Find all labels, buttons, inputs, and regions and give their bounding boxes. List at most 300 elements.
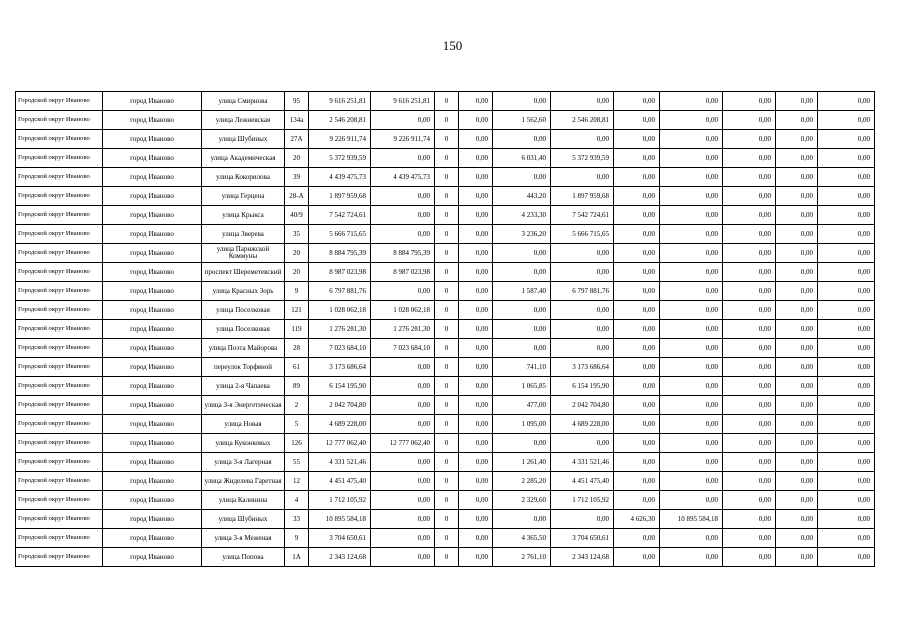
table-row [16,92,875,111]
cell-area-c: 0,00 [614,225,660,244]
cell-area-b: 3 236,20 [493,225,551,244]
table-row [16,111,875,130]
cell-municipality: Городской округ Иваново [16,187,103,206]
cell-area-b: 2 285,20 [493,472,551,491]
cell-sum-a: 0,00 [459,92,493,111]
cell-cost-e: 0,00 [818,301,875,320]
cell-cost-e: 0,00 [818,187,875,206]
cell-cost-e: 0,00 [818,472,875,491]
table-row [16,529,875,548]
table-row [16,149,875,168]
cell-house: 61 [285,358,309,377]
cell-total-cost: 7 023 684,10 [309,339,371,358]
cell-area-b: 0,00 [493,339,551,358]
table-row [16,491,875,510]
cell-settlement: город Иваново [103,263,202,282]
cell-cost-b: 4 451 475,40 [551,472,614,491]
cell-cost-a: 12 777 062,40 [371,434,435,453]
cell-area-d: 0,00 [723,282,776,301]
cell-cost-e: 0,00 [818,244,875,263]
cell-total-cost: 2 042 704,80 [309,396,371,415]
cell-sum-a: 0,00 [459,510,493,529]
cell-cost-b: 2 042 704,80 [551,396,614,415]
cell-area-d: 0,00 [723,206,776,225]
cell-settlement: город Иваново [103,396,202,415]
cell-cost-c: 0,00 [660,320,723,339]
cell-house: 119 [285,320,309,339]
cell-sum-a: 0,00 [459,396,493,415]
cell-cost-d: 0,00 [776,130,818,149]
cell-cost-c: 0,00 [660,472,723,491]
table-row [16,472,875,491]
cell-cost-b: 2 546 208,81 [551,111,614,130]
cell-settlement: город Иваново [103,149,202,168]
cell-area-b: 1 587,40 [493,282,551,301]
cell-cost-b: 4 331 521,46 [551,453,614,472]
cell-cost-c: 0,00 [660,168,723,187]
cell-cost-b: 5 666 715,65 [551,225,614,244]
cell-area-c: 0,00 [614,206,660,225]
cell-street: проспект Шереметевский [202,263,285,282]
cell-cost-a: 8 884 795,39 [371,244,435,263]
cell-area-b: 0,00 [493,263,551,282]
cell-sum-a: 0,00 [459,434,493,453]
cell-sum-a: 0,00 [459,244,493,263]
cell-area-c: 0,00 [614,529,660,548]
cell-area-d: 0,00 [723,548,776,567]
table-row [16,168,875,187]
cell-municipality: Городской округ Иваново [16,472,103,491]
cell-area-d: 0,00 [723,225,776,244]
cell-cost-d: 0,00 [776,396,818,415]
cell-house: 39 [285,168,309,187]
cell-street: улица Поселковая [202,320,285,339]
table-row [16,415,875,434]
cell-total-cost: 8 987 023,98 [309,263,371,282]
cell-cost-e: 0,00 [818,434,875,453]
cell-total-cost: 1 276 281,30 [309,320,371,339]
cell-total-cost: 1 712 105,92 [309,491,371,510]
cell-count-a: 0 [435,510,459,529]
cell-sum-a: 0,00 [459,225,493,244]
cell-total-cost: 4 331 521,46 [309,453,371,472]
cell-house: 40/9 [285,206,309,225]
cell-cost-b: 0,00 [551,434,614,453]
table-row [16,320,875,339]
cell-settlement: город Иваново [103,472,202,491]
cell-cost-d: 0,00 [776,187,818,206]
cell-cost-c: 0,00 [660,244,723,263]
page-number: 150 [442,38,463,53]
cell-cost-d: 0,00 [776,244,818,263]
cell-house: 126 [285,434,309,453]
cell-sum-a: 0,00 [459,111,493,130]
cell-area-d: 0,00 [723,453,776,472]
cell-house: 121 [285,301,309,320]
table-row [16,301,875,320]
cell-municipality: Городской округ Иваново [16,377,103,396]
cell-area-b: 6 031,40 [493,149,551,168]
cell-municipality: Городской округ Иваново [16,491,103,510]
cell-cost-d: 0,00 [776,225,818,244]
cell-cost-b: 0,00 [551,130,614,149]
cell-area-b: 1 095,00 [493,415,551,434]
cell-house: 95 [285,92,309,111]
cell-area-c: 0,00 [614,434,660,453]
cell-cost-c: 0,00 [660,225,723,244]
cell-cost-b: 0,00 [551,301,614,320]
cell-total-cost: 2 546 208,81 [309,111,371,130]
cell-cost-c: 0,00 [660,187,723,206]
cell-cost-c: 0,00 [660,301,723,320]
cell-area-d: 0,00 [723,301,776,320]
cell-cost-e: 0,00 [818,111,875,130]
cell-sum-a: 0,00 [459,472,493,491]
cell-street: улица Академическая [202,149,285,168]
cell-street: переулок Торфяной [202,358,285,377]
cell-sum-a: 0,00 [459,187,493,206]
cell-total-cost: 3 173 686,64 [309,358,371,377]
cell-cost-d: 0,00 [776,358,818,377]
cell-municipality: Городской округ Иваново [16,434,103,453]
cell-area-d: 0,00 [723,491,776,510]
cell-cost-c: 0,00 [660,453,723,472]
cell-count-a: 0 [435,206,459,225]
cell-cost-e: 0,00 [818,130,875,149]
cell-cost-b: 0,00 [551,510,614,529]
cell-house: 89 [285,377,309,396]
cell-sum-a: 0,00 [459,149,493,168]
cell-area-c: 0,00 [614,130,660,149]
cell-cost-e: 0,00 [818,548,875,567]
table-row [16,548,875,567]
cell-sum-a: 0,00 [459,130,493,149]
cell-count-a: 0 [435,263,459,282]
cell-cost-a: 8 987 023,98 [371,263,435,282]
cell-area-c: 4 626,30 [614,510,660,529]
cell-house: 1А [285,548,309,567]
cell-total-cost: 12 777 062,40 [309,434,371,453]
cell-cost-d: 0,00 [776,453,818,472]
cell-count-a: 0 [435,92,459,111]
cell-cost-e: 0,00 [818,339,875,358]
cell-count-a: 0 [435,225,459,244]
cell-house: 9 [285,282,309,301]
cell-municipality: Городской округ Иваново [16,396,103,415]
cell-cost-d: 0,00 [776,263,818,282]
cell-street: улица Жиделева Гаретная [202,472,285,491]
cell-cost-e: 0,00 [818,377,875,396]
cell-area-d: 0,00 [723,263,776,282]
cell-cost-b: 1 712 105,92 [551,491,614,510]
cell-cost-c: 0,00 [660,282,723,301]
cell-area-c: 0,00 [614,453,660,472]
cell-street: улица Шубиных [202,130,285,149]
cell-area-b: 0,00 [493,434,551,453]
cell-area-b: 0,00 [493,168,551,187]
cell-settlement: город Иваново [103,225,202,244]
cell-cost-c: 0,00 [660,111,723,130]
cell-area-b: 477,00 [493,396,551,415]
cell-cost-b: 0,00 [551,92,614,111]
cell-cost-d: 0,00 [776,415,818,434]
table-row [16,225,875,244]
cell-total-cost: 9 226 911,74 [309,130,371,149]
cell-sum-a: 0,00 [459,415,493,434]
cell-street: улица Шубиных [202,510,285,529]
cell-area-c: 0,00 [614,92,660,111]
table-row [16,282,875,301]
cell-cost-d: 0,00 [776,111,818,130]
cell-street: улица Герцена [202,187,285,206]
table-row [16,396,875,415]
cell-area-c: 0,00 [614,339,660,358]
cell-municipality: Городской округ Иваново [16,225,103,244]
cell-count-a: 0 [435,149,459,168]
cell-settlement: город Иваново [103,244,202,263]
cell-area-b: 2 761,10 [493,548,551,567]
cell-house: 5 [285,415,309,434]
cell-cost-b: 2 343 124,68 [551,548,614,567]
cell-cost-b: 4 689 228,00 [551,415,614,434]
cell-area-b: 4 365,50 [493,529,551,548]
cell-municipality: Городской округ Иваново [16,111,103,130]
cell-street: улица Крыкса [202,206,285,225]
cell-cost-c: 0,00 [660,415,723,434]
cell-house: 55 [285,453,309,472]
cell-house: 4 [285,491,309,510]
cell-cost-a: 0,00 [371,472,435,491]
cell-area-d: 0,00 [723,472,776,491]
cell-settlement: город Иваново [103,358,202,377]
cell-sum-a: 0,00 [459,206,493,225]
cell-cost-e: 0,00 [818,263,875,282]
cell-settlement: город Иваново [103,377,202,396]
cell-municipality: Городской округ Иваново [16,415,103,434]
cell-settlement: город Иваново [103,187,202,206]
table-row [16,244,875,263]
cell-area-d: 0,00 [723,358,776,377]
cell-street: улица Парижской Коммуны [202,244,285,263]
cell-sum-a: 0,00 [459,548,493,567]
cell-cost-d: 0,00 [776,339,818,358]
cell-cost-d: 0,00 [776,377,818,396]
cell-area-d: 0,00 [723,92,776,111]
cell-cost-a: 0,00 [371,282,435,301]
cell-area-b: 0,00 [493,510,551,529]
cell-count-a: 0 [435,168,459,187]
cell-area-b: 443,20 [493,187,551,206]
cell-municipality: Городской округ Иваново [16,320,103,339]
cell-total-cost: 4 439 475,73 [309,168,371,187]
cell-area-c: 0,00 [614,301,660,320]
cell-municipality: Городской округ Иваново [16,263,103,282]
cell-cost-a: 0,00 [371,415,435,434]
cell-cost-c: 10 895 584,18 [660,510,723,529]
cell-area-c: 0,00 [614,244,660,263]
cell-count-a: 0 [435,396,459,415]
cell-cost-c: 0,00 [660,358,723,377]
cell-municipality: Городской округ Иваново [16,244,103,263]
cell-municipality: Городской округ Иваново [16,206,103,225]
cell-area-d: 0,00 [723,396,776,415]
cell-area-d: 0,00 [723,149,776,168]
cell-street: улица Куконковых [202,434,285,453]
cell-area-b: 1 562,60 [493,111,551,130]
cell-count-a: 0 [435,339,459,358]
cell-municipality: Городской округ Иваново [16,453,103,472]
cell-street: улица Зверева [202,225,285,244]
table-row [16,187,875,206]
cell-cost-a: 1 276 281,30 [371,320,435,339]
cell-municipality: Городской округ Иваново [16,168,103,187]
cell-house: 9 [285,529,309,548]
cell-cost-b: 0,00 [551,168,614,187]
cell-municipality: Городской округ Иваново [16,548,103,567]
cell-cost-c: 0,00 [660,529,723,548]
cell-cost-c: 0,00 [660,377,723,396]
cell-municipality: Городской округ Иваново [16,130,103,149]
cell-street: улица Поэта Майорова [202,339,285,358]
cell-street: улица Лежневская [202,111,285,130]
cell-street: улица Смирнова [202,92,285,111]
cell-total-cost: 9 616 251,81 [309,92,371,111]
cell-area-c: 0,00 [614,111,660,130]
cell-cost-b: 1 897 959,68 [551,187,614,206]
cell-sum-a: 0,00 [459,263,493,282]
cell-municipality: Городской округ Иваново [16,358,103,377]
cell-sum-a: 0,00 [459,320,493,339]
cell-cost-c: 0,00 [660,130,723,149]
cell-cost-a: 9 226 911,74 [371,130,435,149]
cell-area-c: 0,00 [614,320,660,339]
cell-area-c: 0,00 [614,187,660,206]
cell-house: 20 [285,149,309,168]
cell-cost-b: 6 797 881,76 [551,282,614,301]
cell-count-a: 0 [435,130,459,149]
cell-count-a: 0 [435,282,459,301]
cell-cost-a: 0,00 [371,396,435,415]
cell-cost-c: 0,00 [660,491,723,510]
cell-area-b: 0,00 [493,92,551,111]
cell-house: 20 [285,244,309,263]
cell-municipality: Городской округ Иваново [16,282,103,301]
cell-area-c: 0,00 [614,548,660,567]
cell-cost-c: 0,00 [660,92,723,111]
cell-cost-d: 0,00 [776,320,818,339]
cell-settlement: город Иваново [103,548,202,567]
cell-total-cost: 6 154 195,90 [309,377,371,396]
cell-area-c: 0,00 [614,396,660,415]
cell-municipality: Городской округ Иваново [16,92,103,111]
cell-settlement: город Иваново [103,434,202,453]
cell-street: улица Новая [202,415,285,434]
cell-cost-e: 0,00 [818,491,875,510]
cell-total-cost: 8 884 795,39 [309,244,371,263]
cell-cost-a: 0,00 [371,491,435,510]
table-row [16,206,875,225]
cell-cost-d: 0,00 [776,168,818,187]
cell-cost-e: 0,00 [818,206,875,225]
cell-count-a: 0 [435,453,459,472]
cell-count-a: 0 [435,491,459,510]
cell-cost-b: 0,00 [551,244,614,263]
cell-sum-a: 0,00 [459,301,493,320]
cell-area-b: 0,00 [493,301,551,320]
cell-total-cost: 10 895 584,18 [309,510,371,529]
cell-cost-c: 0,00 [660,263,723,282]
cell-settlement: город Иваново [103,415,202,434]
table-row [16,358,875,377]
cell-cost-a: 0,00 [371,529,435,548]
cell-house: 28-А [285,187,309,206]
cell-settlement: город Иваново [103,301,202,320]
cell-total-cost: 5 666 715,65 [309,225,371,244]
table-row [16,263,875,282]
cell-cost-e: 0,00 [818,149,875,168]
cell-count-a: 0 [435,548,459,567]
table-row [16,130,875,149]
cell-cost-c: 0,00 [660,339,723,358]
cell-total-cost: 4 451 475,40 [309,472,371,491]
cell-area-d: 0,00 [723,415,776,434]
cell-area-c: 0,00 [614,282,660,301]
cell-cost-b: 3 173 686,64 [551,358,614,377]
cell-house: 134а [285,111,309,130]
cell-sum-a: 0,00 [459,529,493,548]
cell-count-a: 0 [435,244,459,263]
table-row [16,434,875,453]
cell-total-cost: 7 542 724,61 [309,206,371,225]
cell-area-d: 0,00 [723,434,776,453]
cell-street: улица Кокорилова [202,168,285,187]
cell-cost-a: 0,00 [371,225,435,244]
cell-settlement: город Иваново [103,529,202,548]
cell-area-b: 1 261,40 [493,453,551,472]
cell-municipality: Городской округ Иваново [16,149,103,168]
cell-area-d: 0,00 [723,377,776,396]
cell-settlement: город Иваново [103,168,202,187]
cell-cost-e: 0,00 [818,415,875,434]
cell-sum-a: 0,00 [459,491,493,510]
cell-total-cost: 2 343 124,68 [309,548,371,567]
cell-cost-e: 0,00 [818,396,875,415]
cell-cost-d: 0,00 [776,510,818,529]
cell-area-b: 741,10 [493,358,551,377]
cell-house: 2 [285,396,309,415]
cell-house: 27А [285,130,309,149]
cell-cost-d: 0,00 [776,92,818,111]
cell-count-a: 0 [435,377,459,396]
cell-cost-d: 0,00 [776,434,818,453]
cell-cost-d: 0,00 [776,149,818,168]
cell-count-a: 0 [435,434,459,453]
cell-area-d: 0,00 [723,187,776,206]
cell-street: улица Поселковая [202,301,285,320]
cell-area-d: 0,00 [723,320,776,339]
cell-cost-e: 0,00 [818,358,875,377]
cell-area-d: 0,00 [723,111,776,130]
cell-settlement: город Иваново [103,491,202,510]
cell-count-a: 0 [435,187,459,206]
cell-cost-a: 0,00 [371,510,435,529]
cell-sum-a: 0,00 [459,453,493,472]
cell-cost-a: 0,00 [371,111,435,130]
cell-settlement: город Иваново [103,453,202,472]
cell-total-cost: 6 797 881,76 [309,282,371,301]
cell-cost-a: 0,00 [371,187,435,206]
cell-cost-b: 0,00 [551,263,614,282]
